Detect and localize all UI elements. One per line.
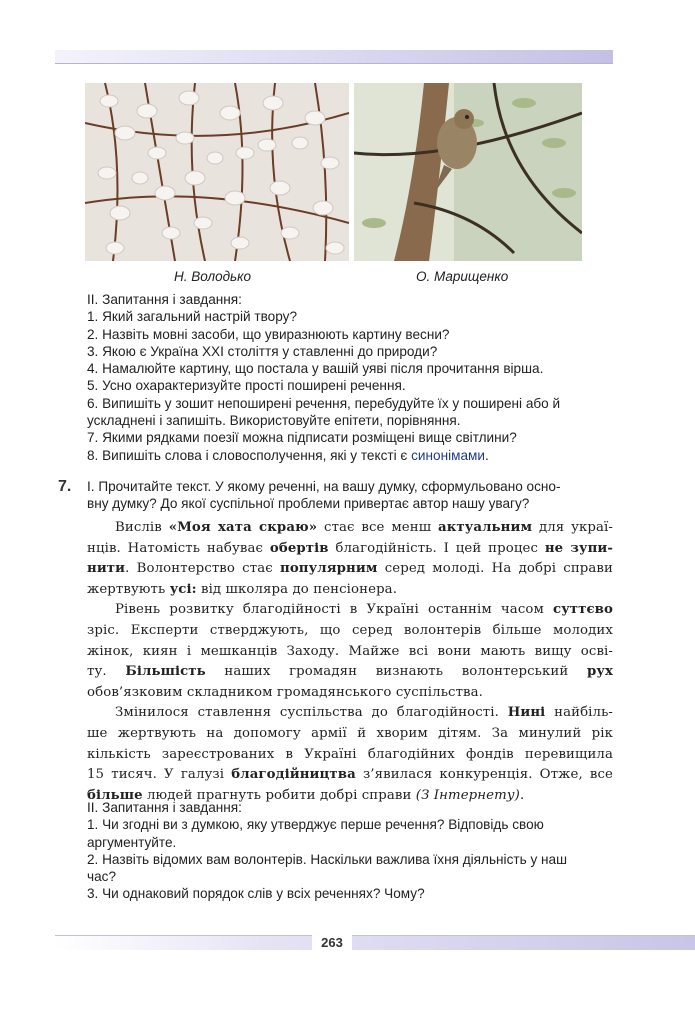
text-line: кількість зареєстрованих в Україні благодійних фондів перевищила (87, 746, 613, 762)
section-heading: ІІ. Запитання і завдання: (87, 800, 242, 815)
text-line: ту. Більшість наших громадян визнають волонтерський рух (87, 664, 613, 680)
question-item: 6. Випишіть у зошит непоширені речення, перебудуйте їх у поширені або й (87, 395, 561, 411)
question-item: ускладнені і запишіть. Використовуйте епітети, порівняння. (87, 413, 461, 429)
header-band (55, 50, 613, 64)
source-note: (З Інтернету) (415, 787, 520, 803)
photo-credit-left: Н. Володько (174, 269, 252, 284)
footer-band (55, 936, 695, 950)
period: . (484, 447, 489, 463)
text-line: ше жертвують на допомогу армії й хворим дітям. За минулий рік (87, 725, 613, 741)
bird-on-branch-photo (354, 83, 582, 261)
instruction-line: І. Прочитайте текст. У якому реченні, на вашу думку, сформульовано осно- (87, 479, 561, 494)
question-item (87, 447, 617, 464)
text-line: нити. Волонтерство стає популярним серед молоді. На добрі справи (87, 561, 613, 577)
text-line: більше людей прагнуть робити добрі справи (З Інтернету). (87, 787, 525, 803)
question-item: аргументуйте. (87, 834, 177, 850)
question-item: 4. Намалюйте картину, що постала у вашій уяві після прочитання вірша. (87, 361, 544, 377)
synonyms-word: синонімами (411, 447, 485, 463)
question-item: 5. Усно охарактеризуйте прості поширені речення. (87, 378, 406, 394)
text-line: Вислів «Моя хата скраю» стає все менш актуальним для украї- (115, 520, 613, 535)
page-number: 263 (312, 934, 352, 952)
question-item: 2. Назвіть відомих вам волонтерів. Наскільки важлива їхня діяльність у наш (87, 851, 567, 867)
task-instruction (87, 478, 617, 513)
text-line: Змінилося ставлення суспільства до благодійності. Нині найбіль- (115, 705, 614, 721)
question-item: 1. Чи згодні ви з думкою, яку утверджує перше речення? Відповідь свою (87, 817, 544, 833)
question-item: час? (87, 869, 116, 885)
question-item: 7. Якими рядками поезії можна підписати розміщені вище світлини? (87, 430, 517, 446)
questions-section-2 (87, 799, 617, 903)
text-line: Рівень розвитку благодійності в Україні останнім часом суттєво (115, 602, 613, 618)
question-item: 1. Який загальний настрій твору? (87, 309, 297, 325)
reading-text (87, 518, 613, 806)
instruction-line: вну думку? До якої суспільної проблеми привертає автор нашу увагу? (87, 496, 530, 512)
text-line: зріс. Експерти стверджують, що серед волонтерів більше молодих (87, 622, 613, 638)
photo-credit-right: О. Марищенко (416, 269, 509, 284)
header-rule (55, 63, 613, 64)
text-line: жертвують усі: від школяра до пенсіонера. (87, 581, 398, 597)
question-item: 3. Якою є Україна XXI століття у ставленні до природи? (87, 343, 438, 359)
text-line: 15 тисяч. У галузі благодійництва з’явилася конкуренція. Отже, все (87, 767, 613, 783)
section-heading: ІІ. Запитання і завдання: (87, 292, 242, 307)
text-line: жінок, киян і мешканців Заходу. Майже всі вони мають вищу осві- (87, 643, 613, 659)
question-item: 2. Назвіть мовні засоби, що увиразнюють картину весни? (87, 326, 450, 342)
text-line: обов’язковим складником громадянського суспільства. (87, 684, 483, 700)
willow-catkins-photo (85, 83, 349, 261)
question-text: 8. Випишіть слова і словосполучення, які у тексті є (87, 447, 412, 463)
questions-section-1 (87, 291, 617, 464)
task-number: 7. (58, 478, 72, 495)
question-item: 3. Чи однаковий порядок слів у всіх реченнях? Чому? (87, 886, 425, 902)
text-line: нців. Натомість набуває обертів благодійність. І цей процес не зупи- (87, 540, 614, 556)
